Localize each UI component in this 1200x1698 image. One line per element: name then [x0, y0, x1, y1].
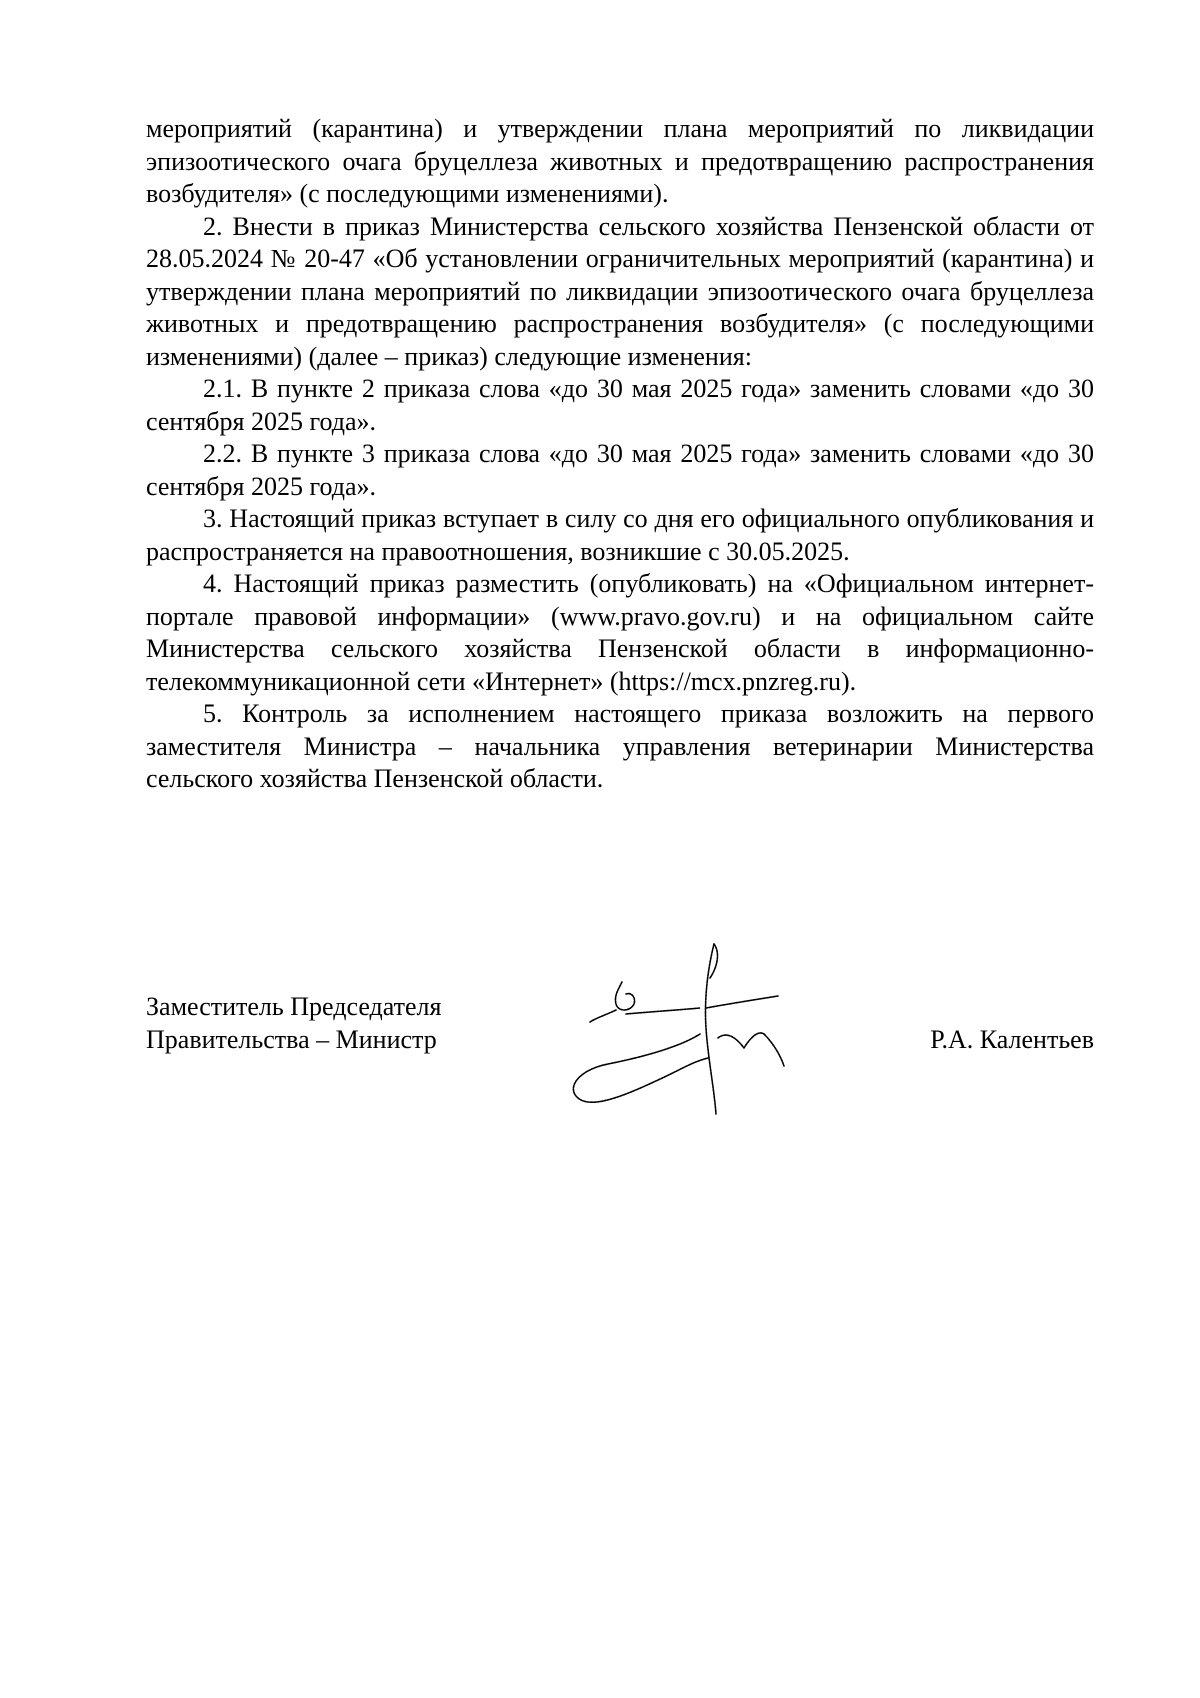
paragraph-item-3: 3. Настоящий приказ вступает в силу со дня его официального опубликования и распространяется на правоотношения, возникшие с 30.05.2025.	[146, 504, 1094, 566]
paragraph-item-2: 2. Внести в приказ Министерства сельского хозяйства Пензенской области от 28.05.2024 № 20-47 «Об установлении ограничительных мероприятий (карантина) и утверждении плана мероприятий по ликвидации эпизоотического очага бруцеллеза животных и предотвращению распространения возбудителя» (с последующими изменениями) (далее – приказ) следующие изменения:	[146, 211, 1094, 371]
paragraph-item-5: 5. Контроль за исполнением настоящего приказа возложить на первого заместителя Министра – начальника управления ветеринарии Министерства сельского хозяйства Пензенской области.	[146, 699, 1094, 793]
paragraph-continuation: мероприятий (карантина) и утверждении плана мероприятий по ликвидации эпизоотического очага бруцеллеза животных и предотвращению распространения возбудителя» (с последующими изменениями).	[146, 114, 1094, 208]
paragraph-item-2-2: 2.2. В пункте 3 приказа слова «до 30 мая 2025 года» заменить словами «до 30 сентября 2025 года».	[146, 439, 1094, 501]
signatory-name: Р.А. Калентьев	[930, 1024, 1094, 1054]
paragraph-item-4: 4. Настоящий приказ разместить (опубликовать) на «Официальном интернет-портале правовой информации» (www.pravo.gov.ru) и на официальном сайте Министерства сельского хозяйства Пензенской области в информационно-телекоммуникационной сети «Интернет» (https://mcx.pnzreg.ru).	[146, 569, 1094, 696]
signatory-position-line-2: Правительства – Министр	[146, 1024, 437, 1054]
document-body	[146, 113, 1094, 796]
paragraph-item-2-1: 2.1. В пункте 2 приказа слова «до 30 мая 2025 года» заменить словами «до 30 сентября 2025 года».	[146, 374, 1094, 436]
signatory-position	[146, 991, 441, 1056]
signatory-position-line-1: Заместитель Председателя	[146, 992, 442, 1021]
handwritten-signature	[568, 938, 818, 1118]
